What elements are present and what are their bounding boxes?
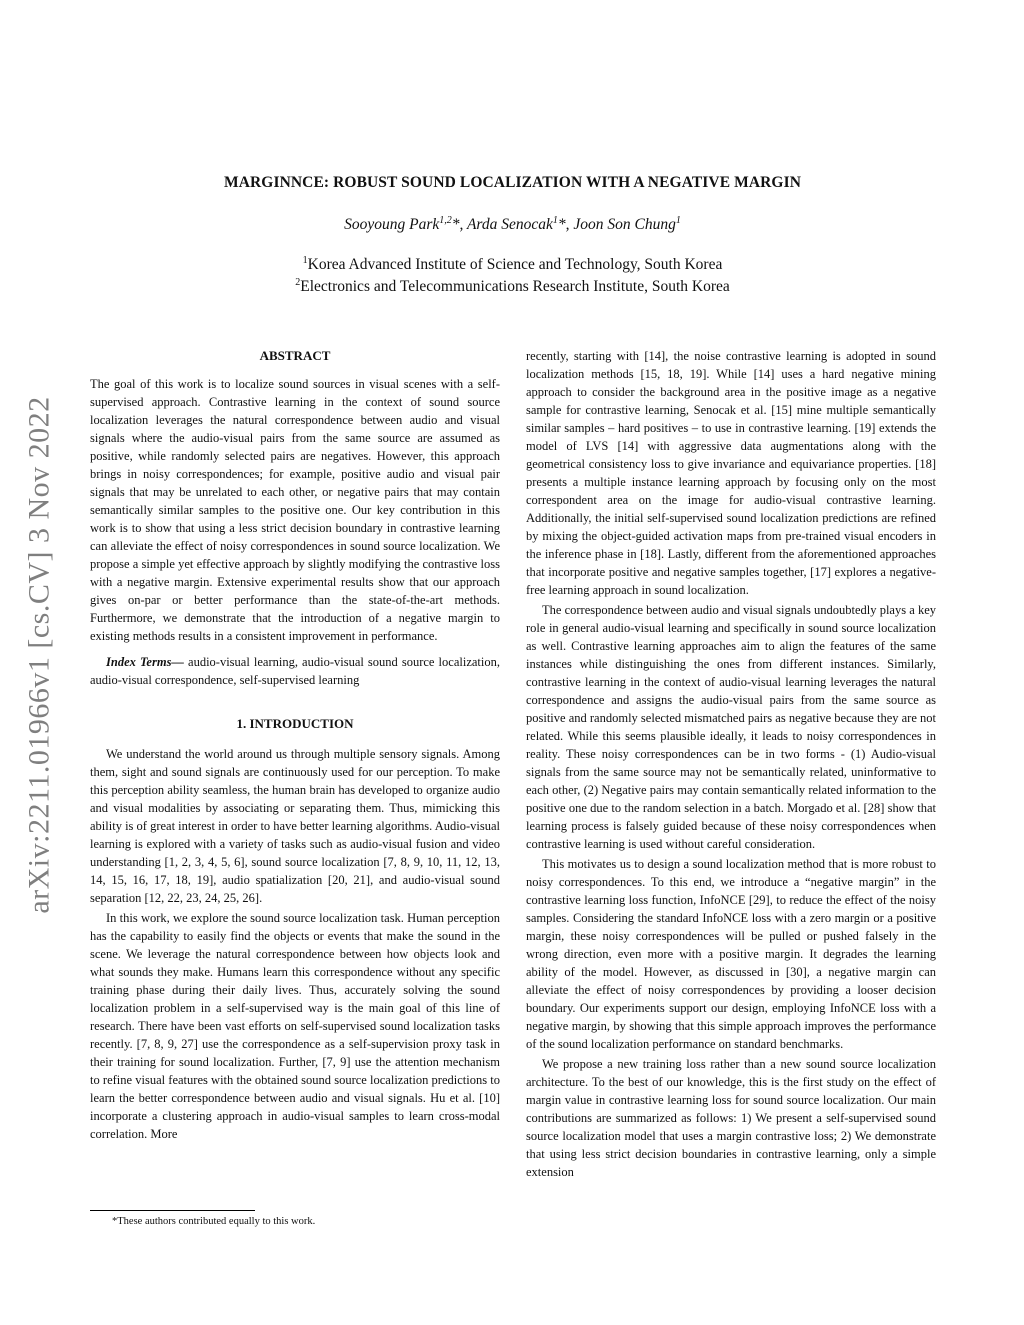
affiliation-text: Korea Advanced Institute of Science and Technology, South Korea (307, 256, 723, 273)
intro-paragraph-5: This motivates us to design a sound localization method that is more robust to noisy correspondences. To this end, we introduce a “negative margin” in the contrastive learning loss function, InfoNCE [29], to reduce the effect of the noisy samples. Considering the standard InfoNCE loss with a zero margin or a positive margin, these noisy correspondences will be pulled or pushed falsely in the wrong direction, even more with a positive margin. It degrades the learning ability of the model. However, as discussed in [30], a negative margin can alleviate the effect of noisy correspondences by providing a looser decision boundary. Our experiments support our design, employing InfoNCE loss with a negative margin, by showing that this simple approach improves the performance of the sound localization performance on standard benchmarks. (526, 857, 936, 1051)
affiliation-list (90, 254, 935, 298)
author-name: Arda Senocak (466, 216, 553, 233)
author-name: Joon Son Chung (573, 216, 676, 233)
paper-header (90, 174, 935, 298)
intro-paragraph-1: We understand the world around us through multiple sensory signals. Among them, sight and sound signals are continuously used for our perception. To make this perception ability seamless, the human brain has developed to organize audio and visual modalities by associating or separating them. Thus, mimicking this ability is of great interest in order to have better learning algorithms. Audio-visual learning is explored with a variety of tasks such as audio-visual fusion and video understanding [1, 2, 3, 4, 5, 6], sound source localization [7, 8, 9, 10, 11, 12, 13, 14, 15, 16, 17, 18, 19], audio spatialization [20, 21], and audio-visual sound separation [12, 22, 23, 24, 25, 26]. (90, 747, 500, 905)
right-column (526, 347, 936, 1181)
author-suffix: *, (451, 216, 467, 233)
index-terms (90, 653, 500, 689)
affiliation-mark: 2 (295, 276, 301, 288)
intro-paragraph-3: recently, starting with [14], the noise contrastive learning is adopted in sound localization methods [15, 18, 19]. While [14] uses a hard negative mining approach to consider the background area in the positive image as a negative sample for contrastive learning, Senocak et al. [15] mine multiple semantically similar samples – hard positives – to use in contrastive learning. [19] extends the model of LVS [14] with aggressive data augmentations along with the geometrical consistency loss to give invariance and equivariance properties. [18] presents a multiple instance learning approach by focusing only on the most correspondent area on the image for audio-visual contrastive learning. Additionally, the initial self-supervised sound localization predictions are refined by mixing the object-guided activation maps from pre-trained visual encoders in the inference phase in [18]. Lastly, different from the aforementioned approaches that incorporate positive and negative samples together, [17] explores a negative-free learning approach in sound localization. (526, 349, 936, 597)
intro-paragraph-6: We propose a new training loss rather than a new sound source localization architecture. To the best of our knowledge, this is the first study on the effect of margin value in contrastive learning loss for sound source localization. Our main contributions are summarized as follows: 1) We present a self-supervised sound source localization model that uses a margin contrastive loss; 2) We demonstrate that using less strict decision boundaries in contrastive learning, only a simple extension (526, 1057, 936, 1179)
arxiv-stamp (20, 350, 60, 960)
affiliation (90, 276, 935, 298)
paper-title: MARGINNCE: ROBUST SOUND LOCALIZATION WITH A NEGATIVE MARGIN (223, 174, 802, 191)
author-suffix: *, (557, 216, 574, 233)
author-mark: 1,2 (439, 214, 452, 226)
index-terms-label: Index Terms— (106, 655, 184, 669)
intro-paragraph-4: The correspondence between audio and visual signals undoubtedly plays a key role in general audio-visual learning and specifically in sound source localization as well. Contrastive learning approaches aim to align the features of the same instances while distinguishing the ones from different instances. Similarly, contrastive learning in the context of audio-visual learning leverages the natural correspondence and assigns the audio-visual pairs from the same source as positive and randomly selected mismatched pairs as negative because they are not related. While this seems plausible ideally, it leads to noisy correspondences in reality. These noisy correspondences can be in two forms - (1) Audio-visual signals from the same source may not be semantically related, uninformative to each other, (2) Negative pairs may contain semantically related information to the positive one due to the random selection in a batch. Morgado et al. [28] show that learning process is falsely guided because of these noisy correspondences when contrastive learning is used without careful consideration. (526, 603, 936, 851)
abstract-text: The goal of this work is to localize sound sources in visual scenes with a self-supervised approach. Contrastive learning in the context of sound source localization leverages the natural correspondence between audio and visual signals where the audio-visual pairs from the same source are assumed as positive, while randomly selected pairs are negatives. However, this approach brings in noisy correspondences; for example, positive audio and visual pair signals that may be unrelated to each other, or negative pairs that may contain semantically similar samples to the positive one. Our key contribution in this work is to show that using a less strict decision boundary in contrastive learning can alleviate the effect of noisy correspondences in sound source localization. We propose a simple yet effective approach by slightly modifying the contrastive loss with a negative margin. Extensive experimental results show that our approach gives on-par or better performance than the state-of-the-art methods. Furthermore, we demonstrate that the introduction of a negative margin to existing methods results in a consistent improvement in performance. (90, 377, 500, 643)
footnote (90, 1210, 500, 1229)
affiliation-mark: 1 (302, 254, 308, 266)
left-column (90, 347, 500, 1143)
abstract-heading: ABSTRACT (259, 348, 331, 363)
author-mark: 1 (675, 214, 681, 226)
arxiv-stamp-text: arXiv:2211.01966v1 [cs.CV] 3 Nov 2022 (23, 396, 56, 914)
author-mark: 1 (552, 214, 558, 226)
index-terms-text: audio-visual learning, audio-visual sound source localization, audio-visual correspondence, self-supervised learning (90, 655, 500, 687)
author-name: Sooyoung Park (344, 216, 440, 233)
intro-heading: 1. INTRODUCTION (236, 716, 354, 731)
intro-paragraph-2: In this work, we explore the sound source localization task. Human perception has the capability to easily find the objects or events that make the sound in the scene. We leverage the natural correspondence between how objects look and what sounds they make. Humans learn this correspondence without any specific training phase during their daily lives. Thus, accurately solving the sound localization problem in a self-supervised way is the main goal of this line of research. There have been vast efforts on self-supervised sound localization tasks recently. [7, 8, 9, 27] use the correspondence as a self-supervision proxy task in their training for sound localization. Further, [7, 9] use the attention mechanism to refine visual features with the obtained sound source localization predictions to learn the better correspondence between audio and visual signals. Hu et al. [10] incorporate a clustering approach in audio-visual samples to learn cross-modal correlation. More (90, 911, 500, 1141)
affiliation-text: Electronics and Telecommunications Research Institute, South Korea (300, 278, 730, 295)
affiliation (90, 254, 935, 276)
footnote-text: *These authors contributed equally to this work. (112, 1216, 316, 1227)
footnote-rule (90, 1210, 255, 1211)
author-list (90, 216, 935, 234)
